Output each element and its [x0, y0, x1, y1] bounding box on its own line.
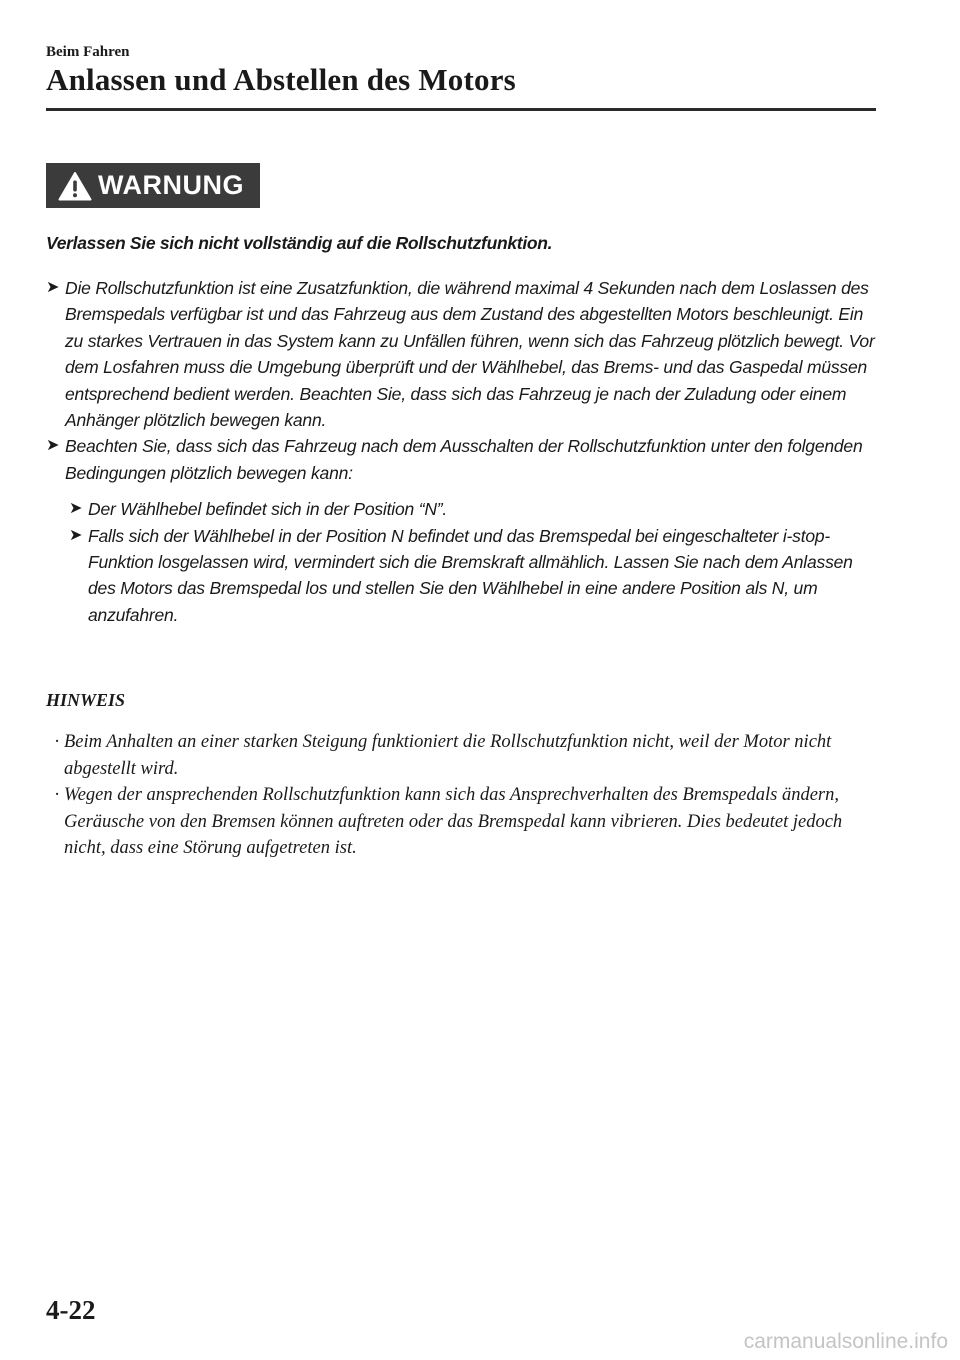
- page-number: 4-22: [46, 1295, 96, 1325]
- list-item: [46, 433, 876, 486]
- note-item: [46, 729, 876, 782]
- page-title: Anlassen und Abstellen des Motors: [46, 62, 516, 97]
- arrow-bullet-icon: ➤: [46, 437, 60, 455]
- arrow-bullet-icon: ➤: [46, 279, 60, 296]
- dot-bullet-icon: ·: [54, 732, 61, 752]
- note-item-text: Wegen der ansprechenden Rollschutzfunktion kann sich das Ansprechverhalten des Bremspedals ändern, Geräusche von den Bremsen können auftreten oder das Bremspedal kann vibrieren. Dies bedeutet jedoch nicht, dass eine Störung aufgetreten ist.: [64, 785, 843, 859]
- sub-list-item-text: Der Wählhebel befindet sich in der Position “N”.: [88, 499, 448, 520]
- warning-triangle-icon: [58, 171, 92, 201]
- arrow-bullet-icon: ➤: [69, 526, 83, 544]
- list-item-text: Die Rollschutzfunktion ist eine Zusatzfunktion, die während maximal 4 Sekunden nach dem Loslassen des Bremspedals verfügbar ist und das Fahrzeug aus dem Zustand des abgestellten Motors beschleunigt. Ein zu starkes Vertrauen in das System kann zu Unfällen führen, wenn sich das Fahrzeug plötzlich bewegt. Vor dem Losfahren muss die Umgebung überprüft und der Wählhebel, das Brems- und das Gaspedal müssen entsprechend bedient werden. Beachten Sie, dass sich das Fahrzeug je nach der Zuladung oder einem Anhänger plötzlich bewegen kann.: [65, 278, 875, 431]
- warning-list: [46, 275, 876, 628]
- sub-list-item: [69, 523, 876, 629]
- warning-lead: Verlassen Sie sich nicht vollständig auf die Rollschutzfunktion.: [46, 233, 553, 253]
- list-item-text: Beachten Sie, dass sich das Fahrzeug nach dem Ausschalten der Rollschutzfunktion unter den folgenden Bedingungen plötzlich bewegen kann:: [65, 436, 863, 483]
- watermark: carmanualsonline.info: [743, 1330, 948, 1353]
- title-rule: [46, 108, 876, 111]
- section-label: Beim Fahren: [46, 44, 130, 60]
- note-item-text: Beim Anhalten an einer starken Steigung funktioniert die Rollschutzfunktion nicht, weil der Motor nicht abgestellt wird.: [64, 732, 832, 779]
- sub-list: [46, 496, 876, 628]
- note-list: [46, 729, 876, 862]
- arrow-bullet-icon: ➤: [69, 500, 83, 518]
- note-heading: HINWEIS: [46, 690, 126, 710]
- sub-list-item: [69, 496, 876, 522]
- dot-bullet-icon: ·: [54, 785, 61, 806]
- list-item: [46, 275, 876, 433]
- warning-label: WARNUNG: [98, 170, 244, 200]
- note-item: [46, 782, 876, 862]
- sub-list-item-text: Falls sich der Wählhebel in der Position N befindet und das Bremspedal bei eingeschalteter i-stop-Funktion losgelassen wird, vermindert sich die Bremskraft allmählich. Lassen Sie nach dem Anlassen des Motors das Bremspedal los und stellen Sie den Wählhebel in eine andere Position als N, um anzufahren.: [88, 525, 853, 625]
- warning-badge: [46, 163, 260, 208]
